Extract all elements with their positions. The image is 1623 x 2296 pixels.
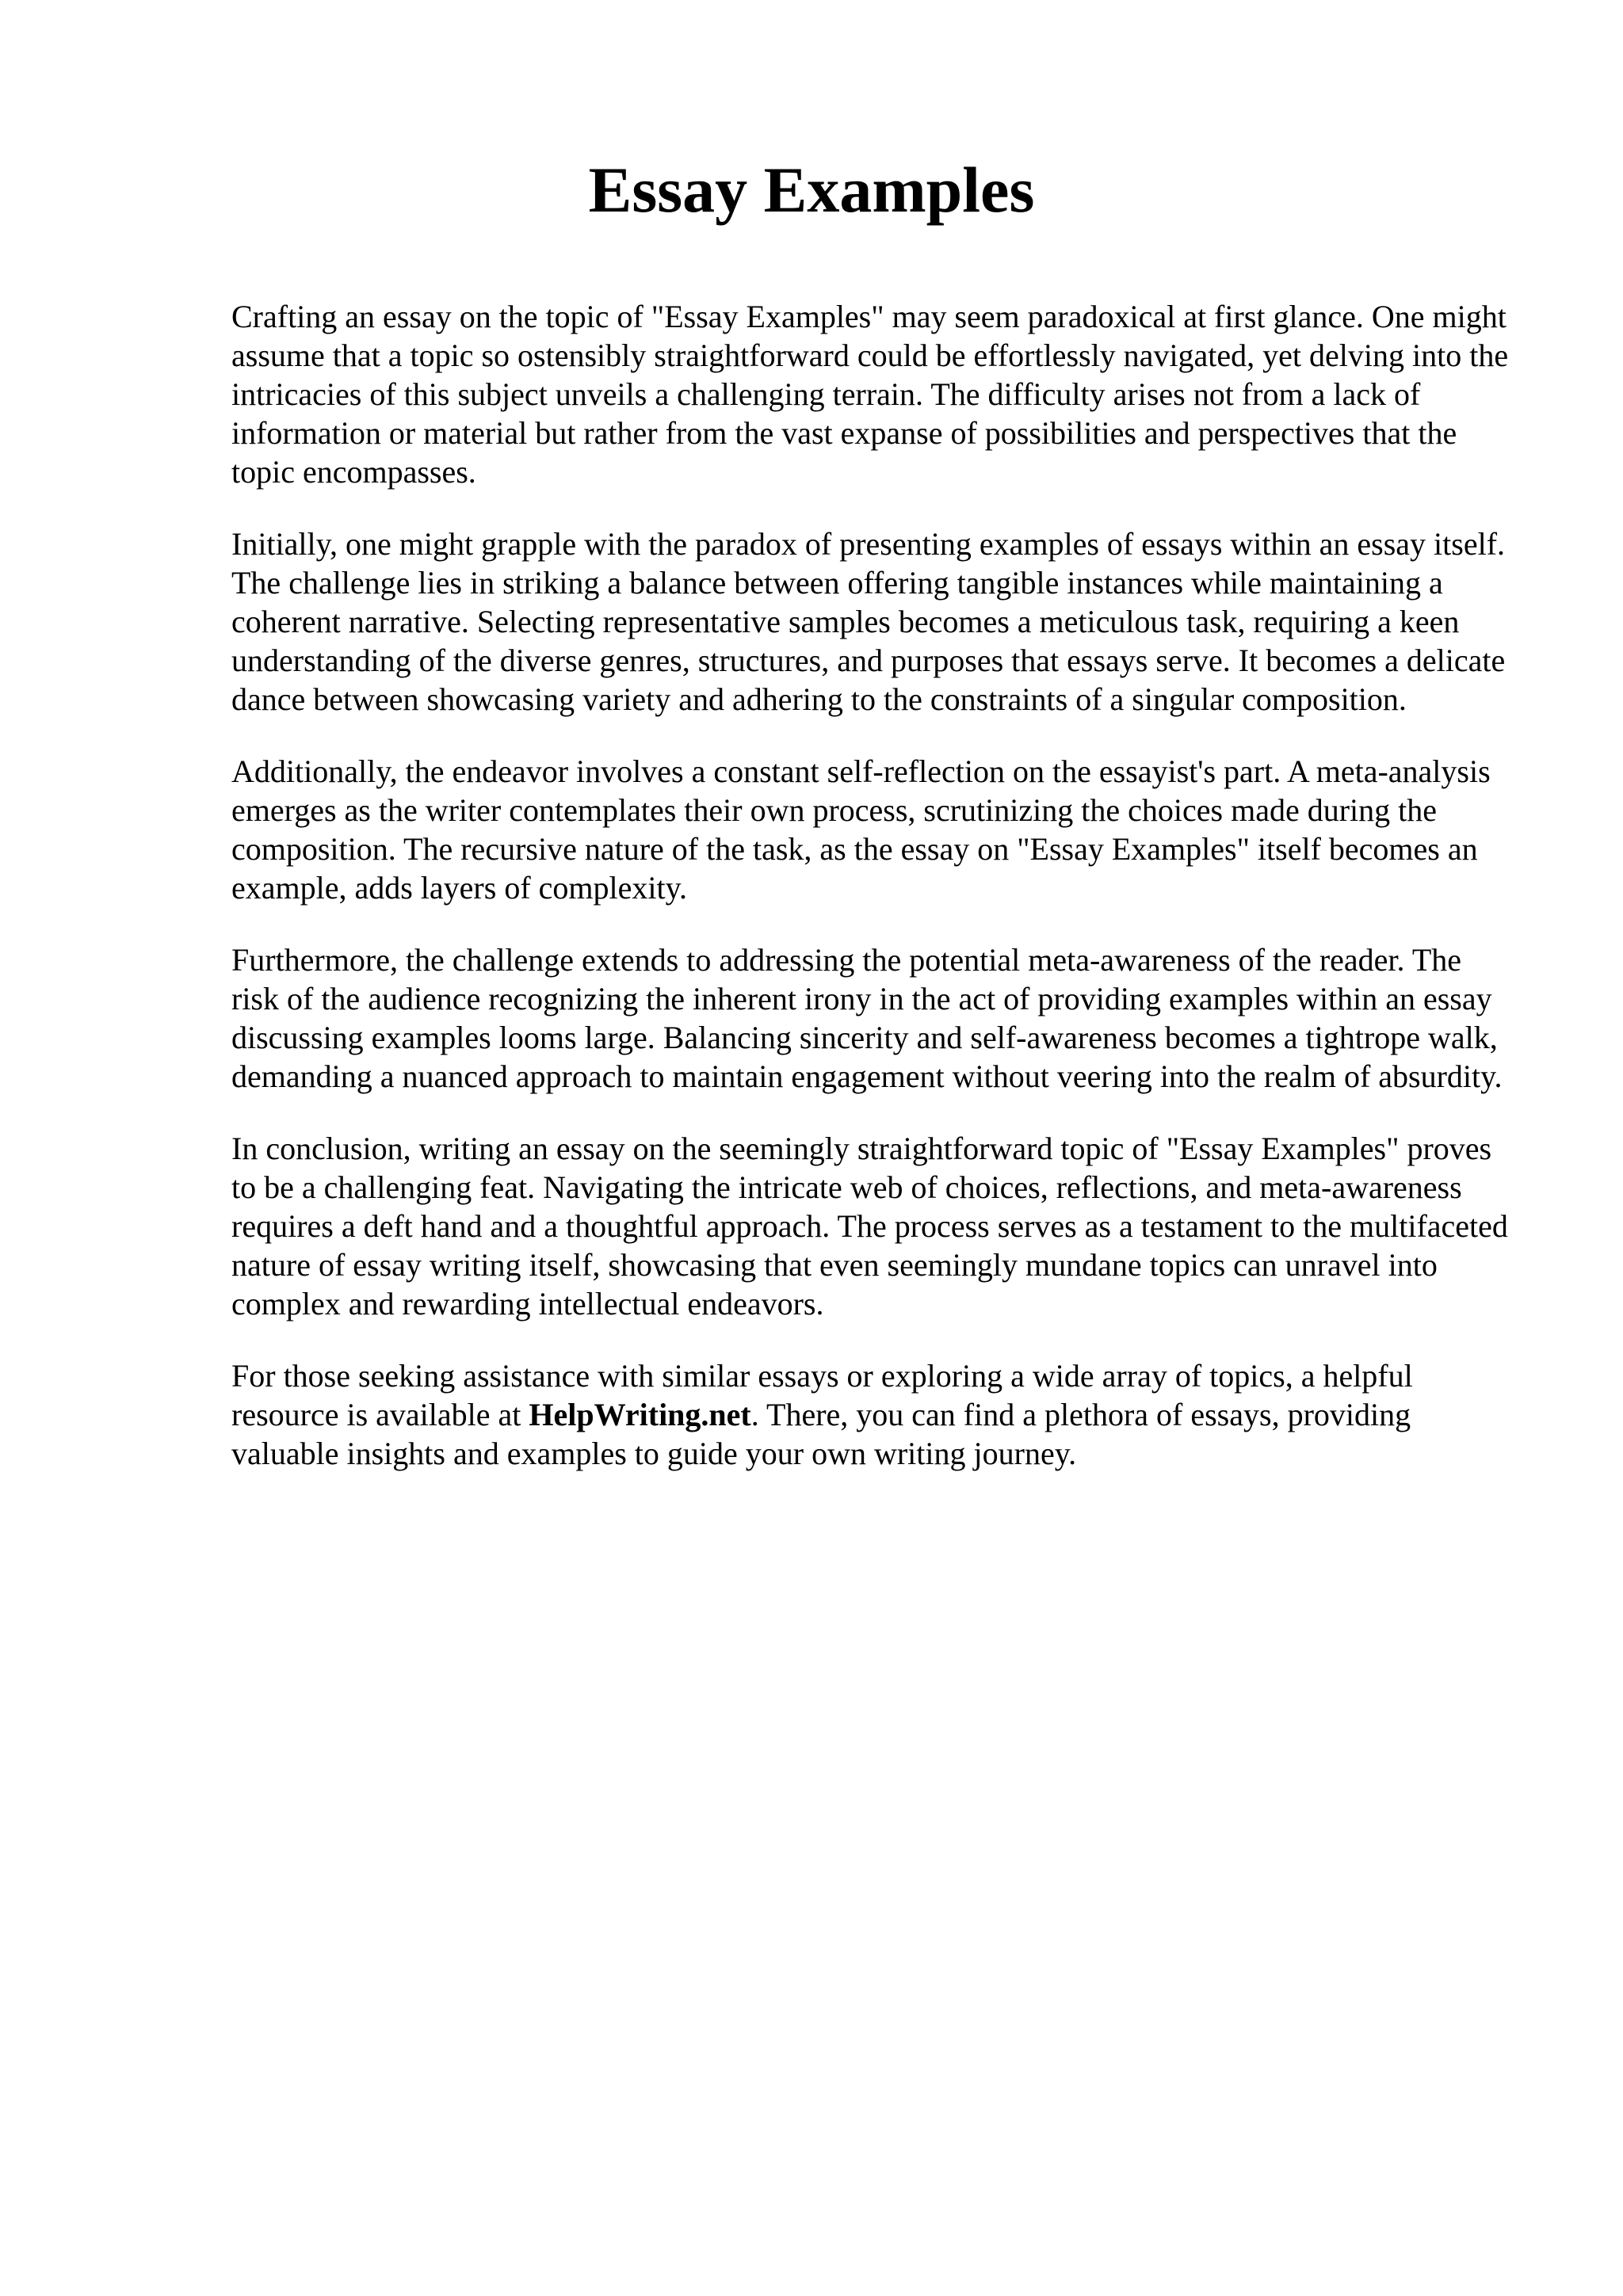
paragraph-3: Additionally, the endeavor involves a constant self-reflection on the essayist's part. A meta-analysis emerges as the writer contemplates their own process, scrutinizing the choices made during the composition. The recursive nature of the task, as the essay on "Essay Examples" itself becomes an example, adds layers of complexity. bbox=[231, 753, 1491, 906]
paragraph-1: Crafting an essay on the topic of "Essay Examples" may seem paradoxical at first glance. One might assume that a topic so ostensibly straightforward could be effortlessly navigated, yet delving into the intricacies of this subject unveils a challenging terrain. The difficulty arises not from a lack of information or material but rather from the vast expanse of possibilities and perspectives that the topic encompasses. bbox=[231, 299, 1509, 490]
page-title: Essay Examples bbox=[588, 154, 1035, 226]
paragraph-4: Furthermore, the challenge extends to addressing the potential meta-awareness of the reader. The risk of the audience recognizing the inherent irony in the act of providing examples within an essay discussing examples looms large. Balancing sincerity and self-awareness becomes a tightrope walk, demanding a nuanced approach to maintain engagement without veering into the realm of absurdity. bbox=[231, 942, 1503, 1094]
closing-paragraph bbox=[231, 1356, 1515, 1473]
essay-body bbox=[231, 297, 1515, 1506]
closing-text-after-link: . There, you can find a plethora of essays, providing valuable insights and examples to guide your own writing journey. bbox=[231, 1397, 1411, 1471]
closing-text-before-link: For those seeking assistance with similar essays or exploring a wide array of topics, a helpful resource is available at bbox=[231, 1358, 1413, 1432]
paragraph-5: In conclusion, writing an essay on the seemingly straightforward topic of "Essay Examples" proves to be a challenging feat. Navigating the intricate web of choices, reflections, and meta-awareness requires a deft hand and a thoughtful approach. The process serves as a testament to the multifaceted nature of essay writing itself, showcasing that even seemingly mundane topics can unravel into complex and rewarding intellectual endeavors. bbox=[231, 1131, 1508, 1322]
helpwriting-link[interactable]: HelpWriting.net bbox=[529, 1397, 751, 1432]
paragraph-2: Initially, one might grapple with the paradox of presenting examples of essays within an essay itself. The challenge lies in striking a balance between offering tangible instances while maintaining a coherent narrative. Selecting representative samples becomes a meticulous task, requiring a keen understanding of the diverse genres, structures, and purposes that essays serve. It becomes a delicate dance between showcasing variety and adhering to the constraints of a singular composition. bbox=[231, 526, 1506, 717]
